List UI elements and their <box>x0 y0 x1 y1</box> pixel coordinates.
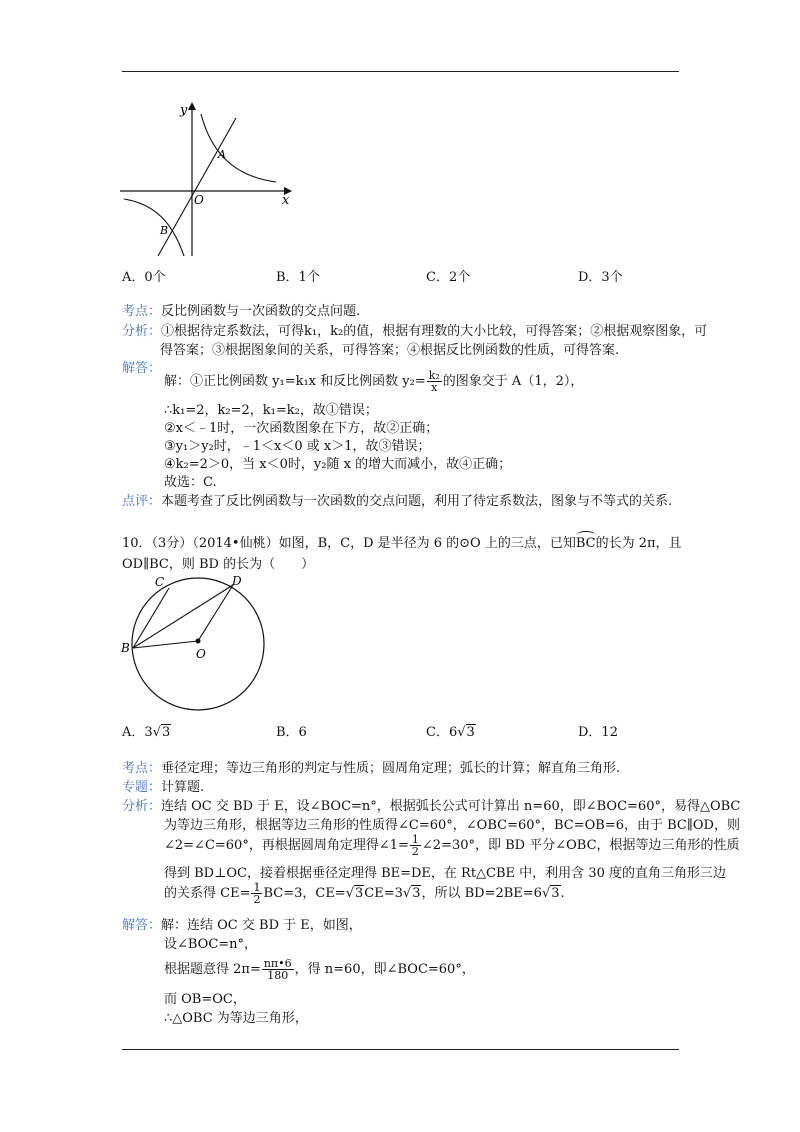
segment-od <box>198 585 233 641</box>
option-a-text: A．3 <box>122 725 153 740</box>
q10-option-b: B．6 <box>276 725 307 740</box>
fraction-one-half <box>410 834 421 857</box>
jieda-1b: 的图象交于 A（1，2）， <box>442 374 584 389</box>
zhuanti-text: 计算题. <box>161 780 205 795</box>
q9-jieda-line-6: 故选：C. <box>164 475 217 490</box>
option-c-radicand: 3 <box>466 725 475 740</box>
point-d-label: D <box>232 574 242 588</box>
fenxi-1: 连结 OC 交 BD 于 E，设∠BOC=n°，根据弧长公式可计算出 n=60，即∠BOC=60°，易得△OBC <box>161 799 741 814</box>
fenxi-5c: CE=3 <box>364 886 403 901</box>
fraction-numerator: 1 <box>411 833 419 846</box>
q10-fenxi-line-3 <box>164 834 740 857</box>
fraction-numerator: nπ•6 <box>263 957 292 970</box>
jieda-1: 解：连结 OC 交 BD 于 E，如图， <box>161 918 362 933</box>
q9-fenxi <box>122 324 707 340</box>
q10-fenxi-line-1 <box>122 799 740 815</box>
q10-option-a: A．3√3 <box>122 725 171 740</box>
q9-kaodian <box>122 304 360 320</box>
fenxi-5d: ，所以 BD=2BE=6 <box>421 886 542 901</box>
top-rule <box>122 71 679 72</box>
q9-jieda-line-4: ③y₁＞y₂时，﹣1＜x＜0 或 x＞1，故③错误； <box>164 439 431 454</box>
y-label: y <box>180 103 188 118</box>
fenxi-3a: ∠2=∠C=60°，再根据圆周角定理得∠1= <box>164 838 409 853</box>
circle-figure <box>118 572 273 714</box>
q9-jieda-line-2: ∴k₁=2，k₂=2，k₁=k₂，故①错误； <box>164 403 378 418</box>
radicand-1: 3 <box>355 886 364 901</box>
kaodian-label: 考点： <box>122 304 162 319</box>
dianping-text: 本题考查了反比例函数与一次函数的交点问题，利用了待定系数法，图象与不等式的关系. <box>161 494 673 509</box>
fenxi-3b: ∠2=30°，即 BD 平分∠OBC，根据等边三角形的性质 <box>421 838 740 853</box>
arc-text: BC <box>575 536 596 551</box>
radicand-3: 3 <box>551 886 560 901</box>
q10-jieda-line-2: 设∠BOC=n°， <box>164 937 258 952</box>
point-c-label: C <box>155 575 165 589</box>
fraction-denominator: x <box>431 381 438 394</box>
q10-kaodian <box>122 761 620 777</box>
option-a-radicand: 3 <box>161 725 171 740</box>
q9-option-c: C．2个 <box>426 270 471 285</box>
q10-option-d: D．12 <box>578 725 618 740</box>
q10-fenxi-line-2: 为等边三角形，根据等边三角形的性质得∠C=60°，∠OBC=60°，BC=OB=6，由于 BC∥OD，则 <box>164 818 740 833</box>
bottom-rule <box>122 1049 679 1050</box>
hyperbola-branch-1 <box>201 114 276 182</box>
q10-fenxi-line-4: 得到 BD⊥OC，接着根据垂径定理得 BE=DE，在 Rt△CBE 中，利用含 30 度的直角三角形三边 <box>164 866 726 881</box>
q9-option-a: A．0个 <box>122 270 166 285</box>
q10-jieda-line-5: ∴△OBC 为等边三角形， <box>164 1011 308 1026</box>
q10-fenxi-line-5: 的关系得 CE= $\frac{1}{2}$ BC=3，CE=√3CE=3√3，所以 BD=2BE=6√3. <box>164 881 565 906</box>
function-graph <box>118 96 298 258</box>
fenxi-label: 分析： <box>122 324 162 339</box>
q10-jieda-line-4: 而 OB=OC， <box>164 992 246 1007</box>
kaodian-text: 垂径定理；等边三角形的判定与性质；圆周角定理；弧长的计算；解直角三角形. <box>161 761 621 776</box>
fenxi-label: 分析： <box>122 799 162 814</box>
q9-option-b: B．1个 <box>276 270 320 285</box>
arc-bc <box>576 536 596 552</box>
fraction-arc-length <box>262 958 294 981</box>
q9-dianping <box>122 494 672 510</box>
q9-jieda-line-1 <box>164 370 583 393</box>
x-label: x <box>282 193 290 208</box>
fraction-numerator: 1 <box>253 881 261 894</box>
y-axis-arrow <box>188 102 196 110</box>
fraction-numerator: k₂ <box>428 369 440 382</box>
point-b-label: B <box>160 224 169 237</box>
point-o-label: O <box>196 647 206 661</box>
q10-zhuanti <box>122 780 204 796</box>
fraction-denominator: 2 <box>411 845 419 858</box>
origin-label: O <box>194 193 204 207</box>
fraction-denominator: 180 <box>267 969 289 982</box>
q9-jieda-line-3: ②x＜﹣1时，一次函数图象在下方，故②正确； <box>164 421 439 436</box>
q10-option-c: C．6√3 <box>426 725 475 740</box>
jieda-1a: 解：①正比例函数 y₁=k₁x 和反比例函数 y₂= <box>164 374 426 389</box>
arc-mark <box>576 531 596 540</box>
circle-o <box>132 578 264 710</box>
jieda-label: 解答： <box>122 361 162 376</box>
point-b-label: B <box>121 641 130 655</box>
fenxi-5b: BC=3，CE= <box>263 886 346 901</box>
kaodian-text: 反比例函数与一次函数的交点问题. <box>161 304 361 319</box>
stem-1a: 10．（3分）（2014•仙桃）如图，B，C，D 是半径为 6 的⊙O 上的三点，已知 <box>122 536 576 551</box>
q10-stem-line-2: OD∥BC，则 BD 的长为（ ） <box>122 557 315 572</box>
stem-1b: 的长为 2π，且 <box>595 536 682 551</box>
hyperbola-branch-3 <box>124 199 184 256</box>
radicand-2: 3 <box>412 886 421 901</box>
segment-bd <box>133 585 233 648</box>
point-a-label: A <box>218 148 226 161</box>
jieda-label: 解答： <box>122 918 162 933</box>
kaodian-label: 考点： <box>122 761 162 776</box>
linear-function-line <box>158 118 236 256</box>
fenxi-5a: 的关系得 CE= <box>164 886 251 901</box>
fenxi-line-1: ①根据待定系数法，可得k₁，k₂的值，根据有理数的大小比较，可得答案；②根据观察图象，可 <box>161 324 708 339</box>
q10-jieda-line-3 <box>164 958 475 981</box>
q9-option-d: D．3个 <box>578 270 623 285</box>
dianping-label: 点评： <box>122 494 162 509</box>
zhuanti-label: 专题： <box>122 780 162 795</box>
jieda-3b: ，得 n=60，即∠BOC=60°， <box>294 962 475 977</box>
center-dot <box>196 639 201 644</box>
option-c-text: C．6 <box>426 725 458 740</box>
fraction-one-half <box>251 882 262 905</box>
q10-jieda-line-1 <box>122 918 362 934</box>
q9-jieda-label-wrap <box>122 361 161 377</box>
fraction-denominator: 2 <box>253 893 261 906</box>
fraction-k2-over-x <box>427 370 442 393</box>
q9-jieda-line-5: ④k₂=2＞0，当 x＜0时，y₂随 x 的增大而减小，故④正确； <box>164 457 512 472</box>
jieda-3a: 根据题意得 2π= <box>164 962 261 977</box>
q10-stem-line-1 <box>122 536 682 552</box>
fenxi-line-2: 得答案；③根据图象间的关系，可得答案；④根据反比例函数的性质，可得答案. <box>160 343 620 358</box>
fenxi-5e: . <box>560 886 565 901</box>
